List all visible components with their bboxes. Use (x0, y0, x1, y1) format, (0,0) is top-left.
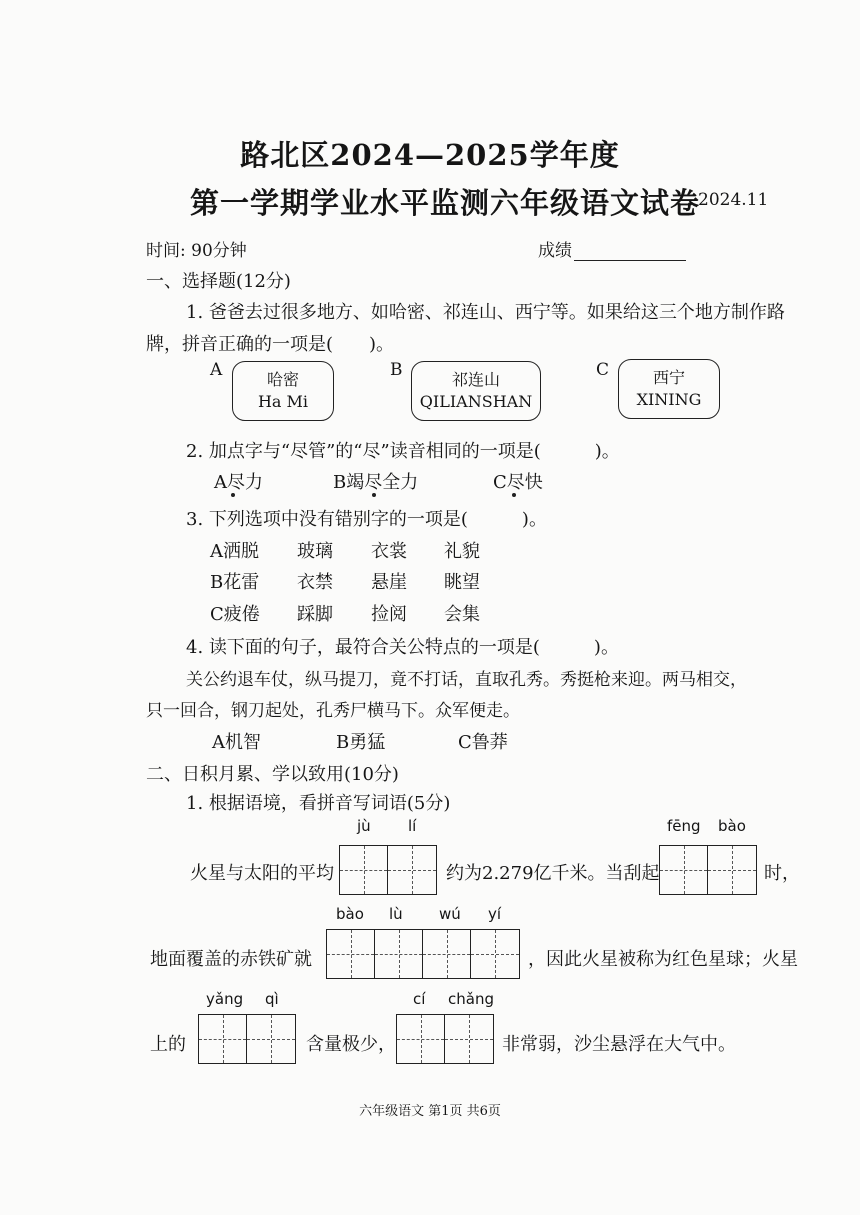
fill-line2-suffix: ，因此火星被称为红色星球；火星 (528, 949, 798, 970)
score-label: 成绩 (538, 241, 572, 261)
fill-line3-prefix: 上的 (150, 1034, 186, 1055)
sign-hanzi: 西宁 (652, 368, 685, 387)
q1-stem-line1: 1. 爸爸去过很多地方、如哈密、祁连山、西宁等。如果给这三个地方制作路 (186, 302, 785, 323)
pinyin-feng: fēng (667, 817, 701, 835)
q2-option-a[interactable]: A尽力 (214, 472, 263, 493)
q1-option-c-sign[interactable] (618, 359, 720, 419)
score-field (538, 236, 686, 261)
q1-stem-line2: 牌，拼音正确的一项是( )。 (146, 334, 395, 355)
fill-line3-middle: 含量极少， (306, 1034, 396, 1055)
emphasis-dot (372, 493, 376, 497)
sign-pinyin: QILIANSHAN (419, 392, 533, 411)
section1-heading: 一、选择题(12分) (146, 271, 291, 292)
page-footer: 六年级语文 第1页 共6页 (359, 1104, 501, 1119)
pinyin-lu: lù (389, 905, 403, 923)
pinyin-yang: yǎng (206, 990, 244, 1008)
pinyin-ci: cí (413, 990, 426, 1008)
section2-heading: 二、日积月累、学以致用(10分) (146, 764, 399, 785)
emphasis-dot (512, 493, 516, 497)
q3-row-b-3: 悬崖 (371, 572, 407, 593)
pinyin-wu: wú (439, 905, 461, 923)
q3-row-c-4: 会集 (444, 604, 480, 625)
q3-row-b-1[interactable]: B花雷 (210, 572, 260, 593)
q1-option-a-letter: A (210, 360, 223, 380)
exam-title-line2: 第一学期学业水平监测六年级语文试卷 (190, 186, 701, 220)
fill-line1-prefix: 火星与太阳的平均 (190, 863, 334, 884)
sign-pinyin: Ha Mi (257, 392, 309, 411)
sign-pinyin: XINING (636, 390, 702, 409)
sign-hanzi: 祁连山 (451, 370, 500, 389)
pinyin-ju: jù (357, 817, 371, 835)
q3-row-a-2: 玻璃 (297, 541, 333, 562)
q1-option-a-sign[interactable] (232, 361, 334, 421)
score-blank[interactable] (574, 242, 686, 261)
pinyin-bao2: bào (336, 905, 364, 923)
sign-hanzi: 哈密 (266, 370, 299, 389)
exam-time: 时间: 90分钟 (146, 241, 247, 261)
answer-grid-fengbao[interactable] (659, 845, 757, 895)
q4-passage-line1: 关公约退车仗，纵马提刀，竟不打话，直取孔秀。秀挺枪来迎。两马相交， (186, 670, 747, 690)
q3-row-c-2: 踩脚 (297, 604, 333, 625)
q4-stem: 4. 读下面的句子，最符合关公特点的一项是( )。 (186, 637, 619, 658)
q3-row-a-1[interactable]: A洒脱 (210, 541, 259, 562)
q3-row-b-4: 眺望 (444, 572, 480, 593)
answer-grid-juli[interactable] (339, 845, 437, 895)
pinyin-chang: chǎng (448, 990, 494, 1008)
exam-title-line1: 路北区2024—2025学年度 (240, 138, 620, 172)
q3-stem: 3. 下列选项中没有错别字的一项是( )。 (186, 509, 547, 530)
answer-grid-yangqi[interactable] (198, 1014, 296, 1064)
q3-row-b-2: 衣禁 (297, 572, 333, 593)
pinyin-qi: qì (265, 990, 279, 1008)
q3-row-c-3: 捡阅 (371, 604, 407, 625)
fill-line1-suffix: 时， (764, 863, 800, 884)
q2-option-b[interactable]: B竭尽全力 (333, 472, 419, 493)
fill-line1-middle: 约为2.279亿千米。当刮起 (446, 863, 660, 884)
pinyin-yi: yí (488, 905, 502, 923)
q2-option-c[interactable]: C尽快 (493, 472, 543, 493)
answer-grid-cichang[interactable] (396, 1014, 494, 1064)
q4-passage-line2: 只一回合，钢刀起处，孔秀尸横马下。众军便走。 (146, 701, 520, 721)
fill-line3-suffix: 非常弱，沙尘悬浮在大气中。 (502, 1034, 736, 1055)
q3-row-a-4: 礼貌 (444, 541, 480, 562)
q2-stem: 2. 加点字与“尽管”的“尽”读音相同的一项是( )。 (186, 441, 620, 462)
q3-row-a-3: 衣裳 (371, 541, 407, 562)
q3-row-c-1[interactable]: C疲倦 (210, 604, 260, 625)
q1-option-c-letter: C (596, 360, 610, 380)
q4-option-a[interactable]: A机智 (212, 732, 261, 753)
q1-option-b-letter: B (390, 360, 403, 380)
s2-q1-stem: 1. 根据语境，看拼音写词语(5分) (186, 793, 451, 814)
fill-line2-prefix: 地面覆盖的赤铁矿就 (150, 949, 312, 970)
pinyin-li: lí (408, 817, 417, 835)
q4-option-c[interactable]: C鲁莽 (458, 732, 508, 753)
pinyin-bao: bào (718, 817, 746, 835)
answer-grid-baoluwuyi[interactable] (326, 929, 520, 979)
exam-date: 2024.11 (698, 190, 769, 210)
emphasis-dot (231, 493, 235, 497)
q1-option-b-sign[interactable] (411, 361, 541, 421)
q4-option-b[interactable]: B勇猛 (336, 732, 386, 753)
